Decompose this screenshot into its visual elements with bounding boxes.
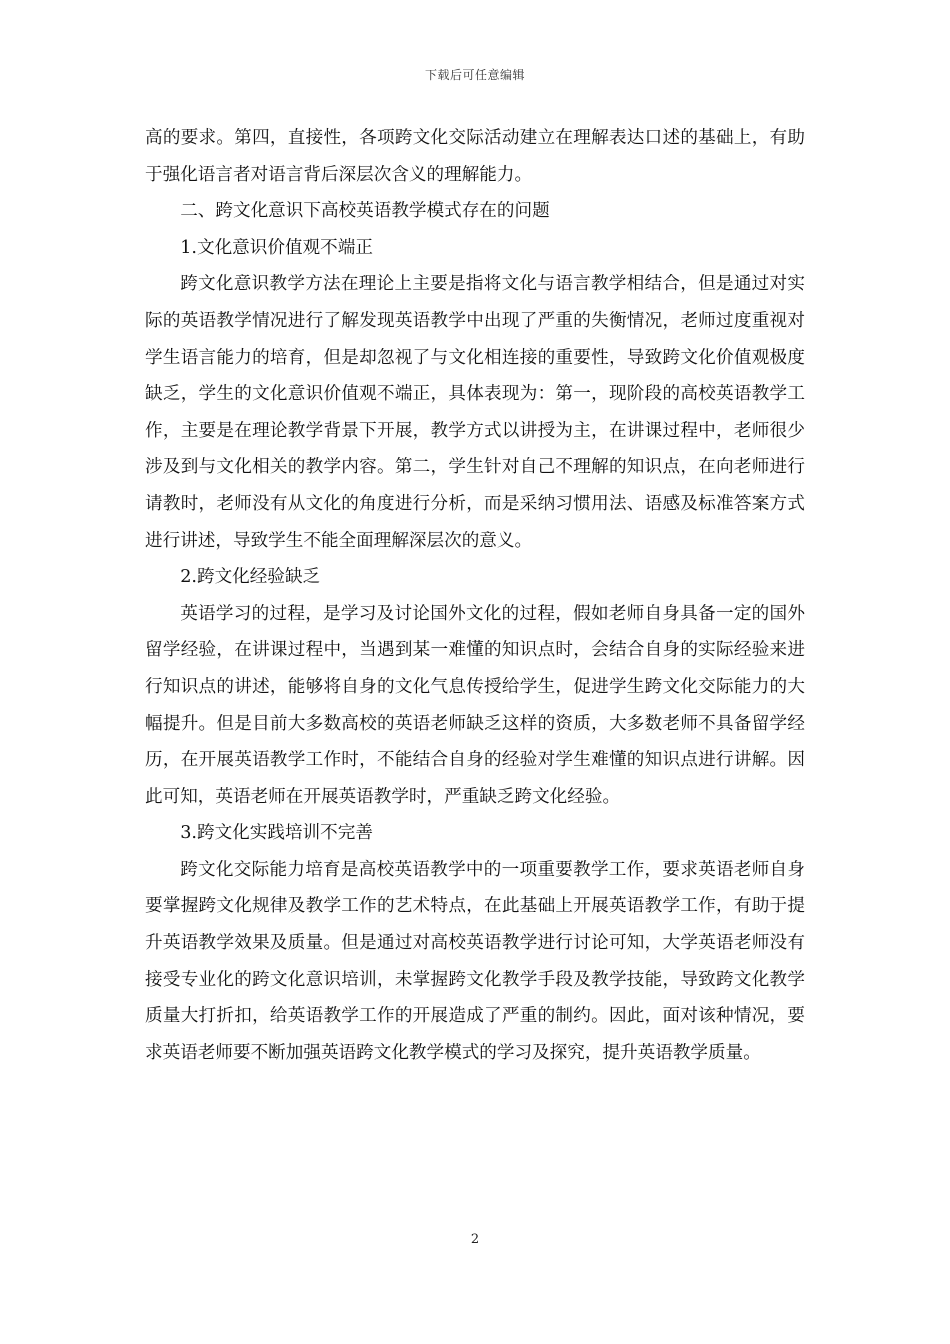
subsection-heading-3: 3.跨文化实践培训不完善 <box>180 823 373 844</box>
section-heading: 二、跨文化意识下高校英语教学模式存在的问题 <box>180 201 550 222</box>
subsection-heading-2: 2.跨文化经验缺乏 <box>180 567 321 588</box>
paragraph-1: 跨文化意识教学方法在理论上主要是指将文化与语言教学相结合，但是通过对实际的英语教学情况进行了解发现英语教学中出现了严重的失衡情况，老师过度重视对学生语言能力的培育，但是却忽视了与文化相连接的重要性，导致跨文化价值观极度缺乏，学生的文化意识价值观不端正，具体表现为：第一，现阶段的高校英语教学工作，主要是在理论教学背景下开展，教学方式以讲授为主，在讲课过程中，老师很少涉及到与文化相关的教学内容。第二，学生针对自己不理解的知识点，在向老师进行请教时，老师没有从文化的角度进行分析，而是采纳习惯用法、语感及标准答案方式进行讲述，导致学生不能全面理解深层次的意义。 <box>145 274 805 551</box>
subsection-heading-1: 1.文化意识价值观不端正 <box>180 237 373 258</box>
page-header: 下载后可任意编辑 <box>424 68 525 82</box>
paragraph-2: 英语学习的过程，是学习及讨论国外文化的过程，假如老师自身具备一定的国外留学经验，在讲课过程中，当遇到某一难懂的知识点时，会结合自身的实际经验来进行知识点的讲述，能够将自身的文化气息传授给学生，促进学生跨文化交际能力的大幅提升。但是目前大多数高校的英语老师缺乏这样的资质，大多数老师不具备留学经历，在开展英语教学工作时，不能结合自身的经验对学生难懂的知识点进行讲解。因此可知，英语老师在开展英语教学时，严重缺乏跨文化经验。 <box>145 603 805 807</box>
paragraph-3: 跨文化交际能力培育是高校英语教学中的一项重要教学工作，要求英语老师自身要掌握跨文化规律及教学工作的艺术特点，在此基础上开展英语教学工作，有助于提升英语教学效果及质量。但是通过对高校英语教学进行讨论可知，大学英语老师没有接受专业化的跨文化意识培训，未掌握跨文化教学手段及教学技能，导致跨文化教学质量大打折扣，给英语教学工作的开展造成了严重的制约。因此，面对该种情况，要求英语老师要不断加强英语跨文化教学模式的学习及探究，提升英语教学质量。 <box>145 859 805 1063</box>
page-number: 2 <box>470 1232 480 1247</box>
paragraph-continuation: 高的要求。第四，直接性，各项跨文化交际活动建立在理解表达口述的基础上，有助于强化语言者对语言背后深层次含义的理解能力。 <box>145 128 805 185</box>
document-body <box>145 120 805 1071</box>
